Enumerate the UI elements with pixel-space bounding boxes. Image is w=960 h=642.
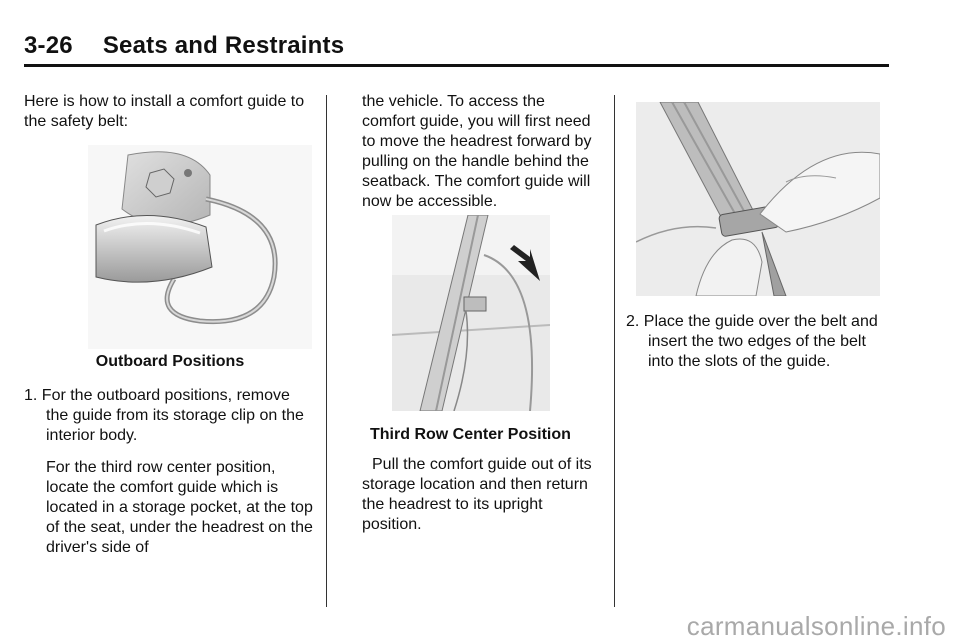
step-1: 1. For the outboard positions, remove the guide from its storage clip on the interior body. xyxy=(24,387,304,444)
column-divider-1 xyxy=(326,95,327,607)
column-2-lower xyxy=(362,425,602,535)
column-1 xyxy=(24,92,316,132)
section-title: Seats and Restraints xyxy=(102,32,345,59)
column-2 xyxy=(362,92,602,212)
figure-caption-outboard: Outboard Positions xyxy=(95,353,245,370)
watermark: carmanualsonline.info xyxy=(686,611,946,641)
intro-text: Here is how to install a comfort guide to the safety belt: xyxy=(24,93,305,130)
guide-over-belt-illustration xyxy=(636,102,880,296)
instruction-text: Pull the comfort guide out of its storage location and then return the headrest to its upright position. xyxy=(362,456,592,533)
column-divider-2 xyxy=(614,95,615,607)
column-3 xyxy=(626,312,888,372)
column-1-lower xyxy=(24,352,316,558)
figure-caption-third-row: Third Row Center Position xyxy=(370,426,571,443)
comfort-guide-outboard-illustration xyxy=(88,145,312,349)
step-1-detail: For the third row center position, locate the comfort guide which is located in a storage pocket, at the top of the seat, under the headrest on the driver's side of xyxy=(46,459,313,556)
page-header xyxy=(24,32,344,60)
header-divider xyxy=(24,64,889,67)
page-number: 3-26 xyxy=(24,32,73,59)
third-row-headrest-illustration xyxy=(392,215,550,411)
continuation-text: the vehicle. To access the comfort guide, you will first need to move the headrest forward by pulling on the handle behind the seatback. The comfort guide will now be accessible. xyxy=(362,93,592,210)
step-2: 2. Place the guide over the belt and insert the two edges of the belt into the slots of the guide. xyxy=(626,313,878,370)
